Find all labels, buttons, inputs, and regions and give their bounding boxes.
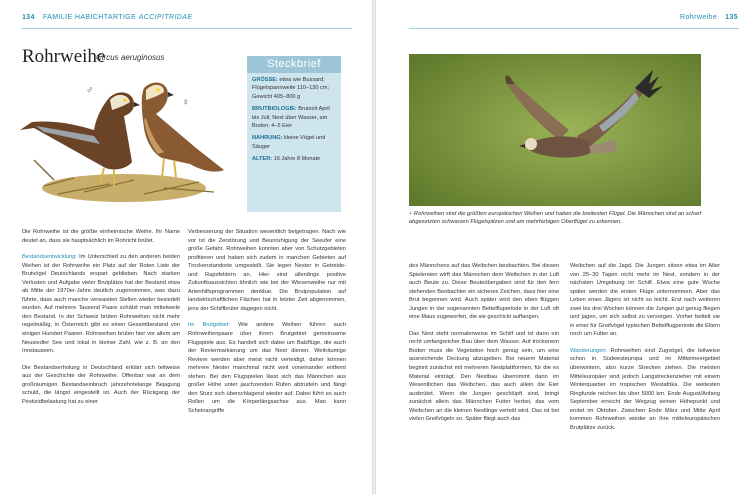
page-number-left: 134 <box>22 14 35 21</box>
right-column-1 <box>409 262 559 432</box>
right-page <box>376 0 750 494</box>
steckbrief-entry-age <box>252 155 337 163</box>
male-symbol: ♂ <box>86 85 94 96</box>
harrier-pair-illustration <box>14 70 242 210</box>
entry-label: NAHRUNG: <box>252 135 283 142</box>
entry-text: Brutzeit April bis Juli; Nest über Wasser, am Boden; 4–5 Eier <box>252 106 330 130</box>
steckbrief-entry-size <box>252 76 337 101</box>
paragraph: Die Rohrweihe ist die größte einheimische Weihe. Ihr Name deutet an, dass sie hauptsächlich im Rohricht brütet. <box>22 229 180 244</box>
paragraph-text: Im Unterschied zu den anderen beiden Weihen ist der Rohrweihe ein Platz auf der Roten Liste der Brutvögel Deutschlands erspart geblieben. Nach starken Verlusten und Aufgabe vieler Brutplätze hat der Bestand etwa ab Mitte der 1970er-Jahre deutlich zugenommen, was dazu führte, dass auch manche verwaisten Stellen wieder besiedelt wurden. Auf mehrere Tausend Paare schätzt man mittelweile den Bestand. In der Schweiz brüten Rohrweihen nicht mehr regelmäßig, in Österreich gibt es einen Gesamtbestand von einigen Hundert Paaren. Rohrweihen brüten hier vor allem am Neusiedler See und lokal in kleiner Zahl, wie z. B. an den Innstauseen. <box>22 254 180 355</box>
page-number-right: 135 <box>725 14 738 21</box>
subheading: Wanderungen: <box>570 347 608 354</box>
paragraph <box>22 253 180 356</box>
header-rule-right <box>409 28 739 29</box>
female-symbol: ♀ <box>182 97 190 108</box>
paragraph <box>570 347 720 432</box>
entry-label: GRÖSSE: <box>252 77 278 83</box>
paragraph-text: Wie andere Weihen führen auch Rohrweihenpaare über ihrem Brutgebiet gemeinsame Flugspiele aus. Es handelt sich dabei um Balzflüge, die auch der Reviermarkierung um das Nest dienen. Weiträumige Reviere werden aber meist nicht verteidigt, daher können mehrere Nester manchmal nicht weit voneinander entfernt stehen. Bei den Flugspielen lässt sich das Männchen aus großer Höhe unter jauchzenden Rufen abtrudeln und fängt den Sturz sich überschlagend wieder auf. Dabei führt es auch Rollen um die Körperlängsachse aus. Man kann Scheinangriffe <box>188 322 347 414</box>
paragraph: Das Nest steht normalerweise im Schilf und ist dann ein recht umfangreicher Bau über dem Wasser. Auf trockenem Boden muss die Vegetation hoch genug sein, um eine ausreichende Deckung abzugeben. Bei neuem Material beginnt zunächst mit mehreren Nestplattformen, für die es Material einträgt. Den Nestbau übernimmt dann im Wesentlichen das Weibchen, das auch allein die Eier ausbrütet. Wenn die Jungen geschlüpft sind, bringt zunächst allein das Männchen Futter herbei, das vom Weibchen an die kleinen Nestlinge verteilt wird. Das ist bei vielen Greifvögeln so. Später fliegt auch das <box>409 330 559 423</box>
entry-label: ALTER: <box>252 156 273 163</box>
subheading: Bestandsentwicklung: <box>22 254 78 261</box>
entry-text: 16 Jahre 8 Monate <box>272 156 321 163</box>
section-name: FAMILIE HABICHTARTIGE <box>42 14 137 21</box>
section-latin: ACCIPITRIDAE <box>138 14 193 21</box>
flying-harrier-photo <box>409 54 701 206</box>
paragraph: Weibchen auf die Jagd. Die Jungen sitzen etwa im Alter von 25–30 Tagen nicht mehr im Nest, sondern in der nächsten Umgebung im Schilf. Etwa eine gute Woche später werden die ersten Flüge unternommen. Aber das Leben eines Jägers ist nicht so leicht. Erst nach weiteren zwei bis drei Wochen können die Jungen gut genug fliegen und jagen, um sich selbst zu versorgen. Vorher bettelt sie in einer für Greifvögel typischen Bettelflugperiode die Eltern noch um Futter an. <box>570 263 720 338</box>
entry-text: kleine Vögel und Säuger <box>252 135 326 150</box>
photo-caption <box>409 210 704 226</box>
latin-name: Circus aeruginosus <box>96 53 165 62</box>
paragraph <box>188 321 346 415</box>
entry-label: BRUTBIOLOGIE: <box>252 106 297 113</box>
running-title: Rohrweihe <box>680 14 718 21</box>
entry-text: etwa wie Bussard; Flügelspannweite 110–130 cm; Gewicht 405–800 g <box>252 77 330 100</box>
running-header-right <box>680 14 738 21</box>
steckbrief-entry-food <box>252 134 337 151</box>
page-title: Rohrweihe <box>22 46 106 67</box>
paragraph: Die Bestandserholung in Deutschland erklärt sich teilweise aus der Geschichte der Rohrweihe. Offenbar war an dem großräumigen Bestandseinbruch jahrzehntelange Bejagung schuld, die längst eingestellt ist. Auch der Rückgang der Pestizidbelastung hat zu einer <box>22 364 180 405</box>
steckbrief-entry-breeding <box>252 105 337 130</box>
steckbrief-heading: Steckbrief <box>247 56 341 73</box>
paragraph-text: Rohrweihen sind Zugvögel, die teilweise schon in Südwesteuropa und im Mittelmeergebiet überwintern, also kurze Strecken ziehen. Die meisten Mitteleuropäer sind jedoch Langstreckenzieher mit einem Winterquartier im tropischen Westafrika. Die weitesten Ringfunde reichen bis über 5000 km. Ende August/Anfang September erreicht der Wegzug seinen Höhepunkt und endet im Oktober. Zwischen Ende März und Mitte April kommen Rohrweihen wieder an ihre mitteleuropäischen Brutplätze zurück. <box>570 347 720 431</box>
harrier-flight-image <box>409 54 701 206</box>
steckbrief-box <box>247 56 341 212</box>
paragraph: des Männchens auf das Weibchen beobachten. Bei diesen Spielereien wirft das Männchen dem Weibchen in der Luft auch Beute zu. Diese Beuteübergaben sind für den fern stehenden Beobachter ein sicheres Zeichen, dass hier eine Brut begonnen wird. Auch später wird den eben flüggen Jungen in der sogenannten Bettelfluperiode in der Luft oft eine Maus zugeworfen, die sie geschickt auffangen. <box>409 263 559 321</box>
left-column-1 <box>22 228 180 414</box>
right-column-2 <box>570 262 720 440</box>
header-rule-left <box>22 28 352 29</box>
caption-marker: + <box>409 211 413 217</box>
subheading: Im Brutgebiet: <box>188 322 230 329</box>
running-header-left <box>22 14 192 21</box>
steckbrief-list <box>247 73 341 164</box>
paragraph: Verbesserung der Situation wesentlich beigetragen. Nach wie vor ist die Zerstörung und Beunruhigung der Seeufer eine große Gefahr. Rohrweihen konnten aber von Schutzgebieten profitieren und haben sich zudem in manchen Gebieten auf Trockenstandorte umgestellt. Sie legen Nester in Getreide- und Rapsfeldern an. Hier sind allerdings positive Zukunftsaussichten ähnlich wie bei der Wiesenweihe nur mit Artenhilfsprogrammen denkbar. Die Brutpopulation auf landwirtschaftlichen Flächen hat in letzter Zeit abgenommen, jene der Schilfbrüter dagegen nicht. <box>188 229 346 312</box>
caption-text: Rohrweihen sind die größten europäischen Weihen und haben die breitesten Flügel. Die Männchen sind an scharf abgesetzten schwarzen Flügelspitzen und am mehrfarbigen Oberflügel zu erkennen. <box>409 211 702 226</box>
left-page <box>0 0 372 494</box>
left-column-2 <box>188 228 346 423</box>
